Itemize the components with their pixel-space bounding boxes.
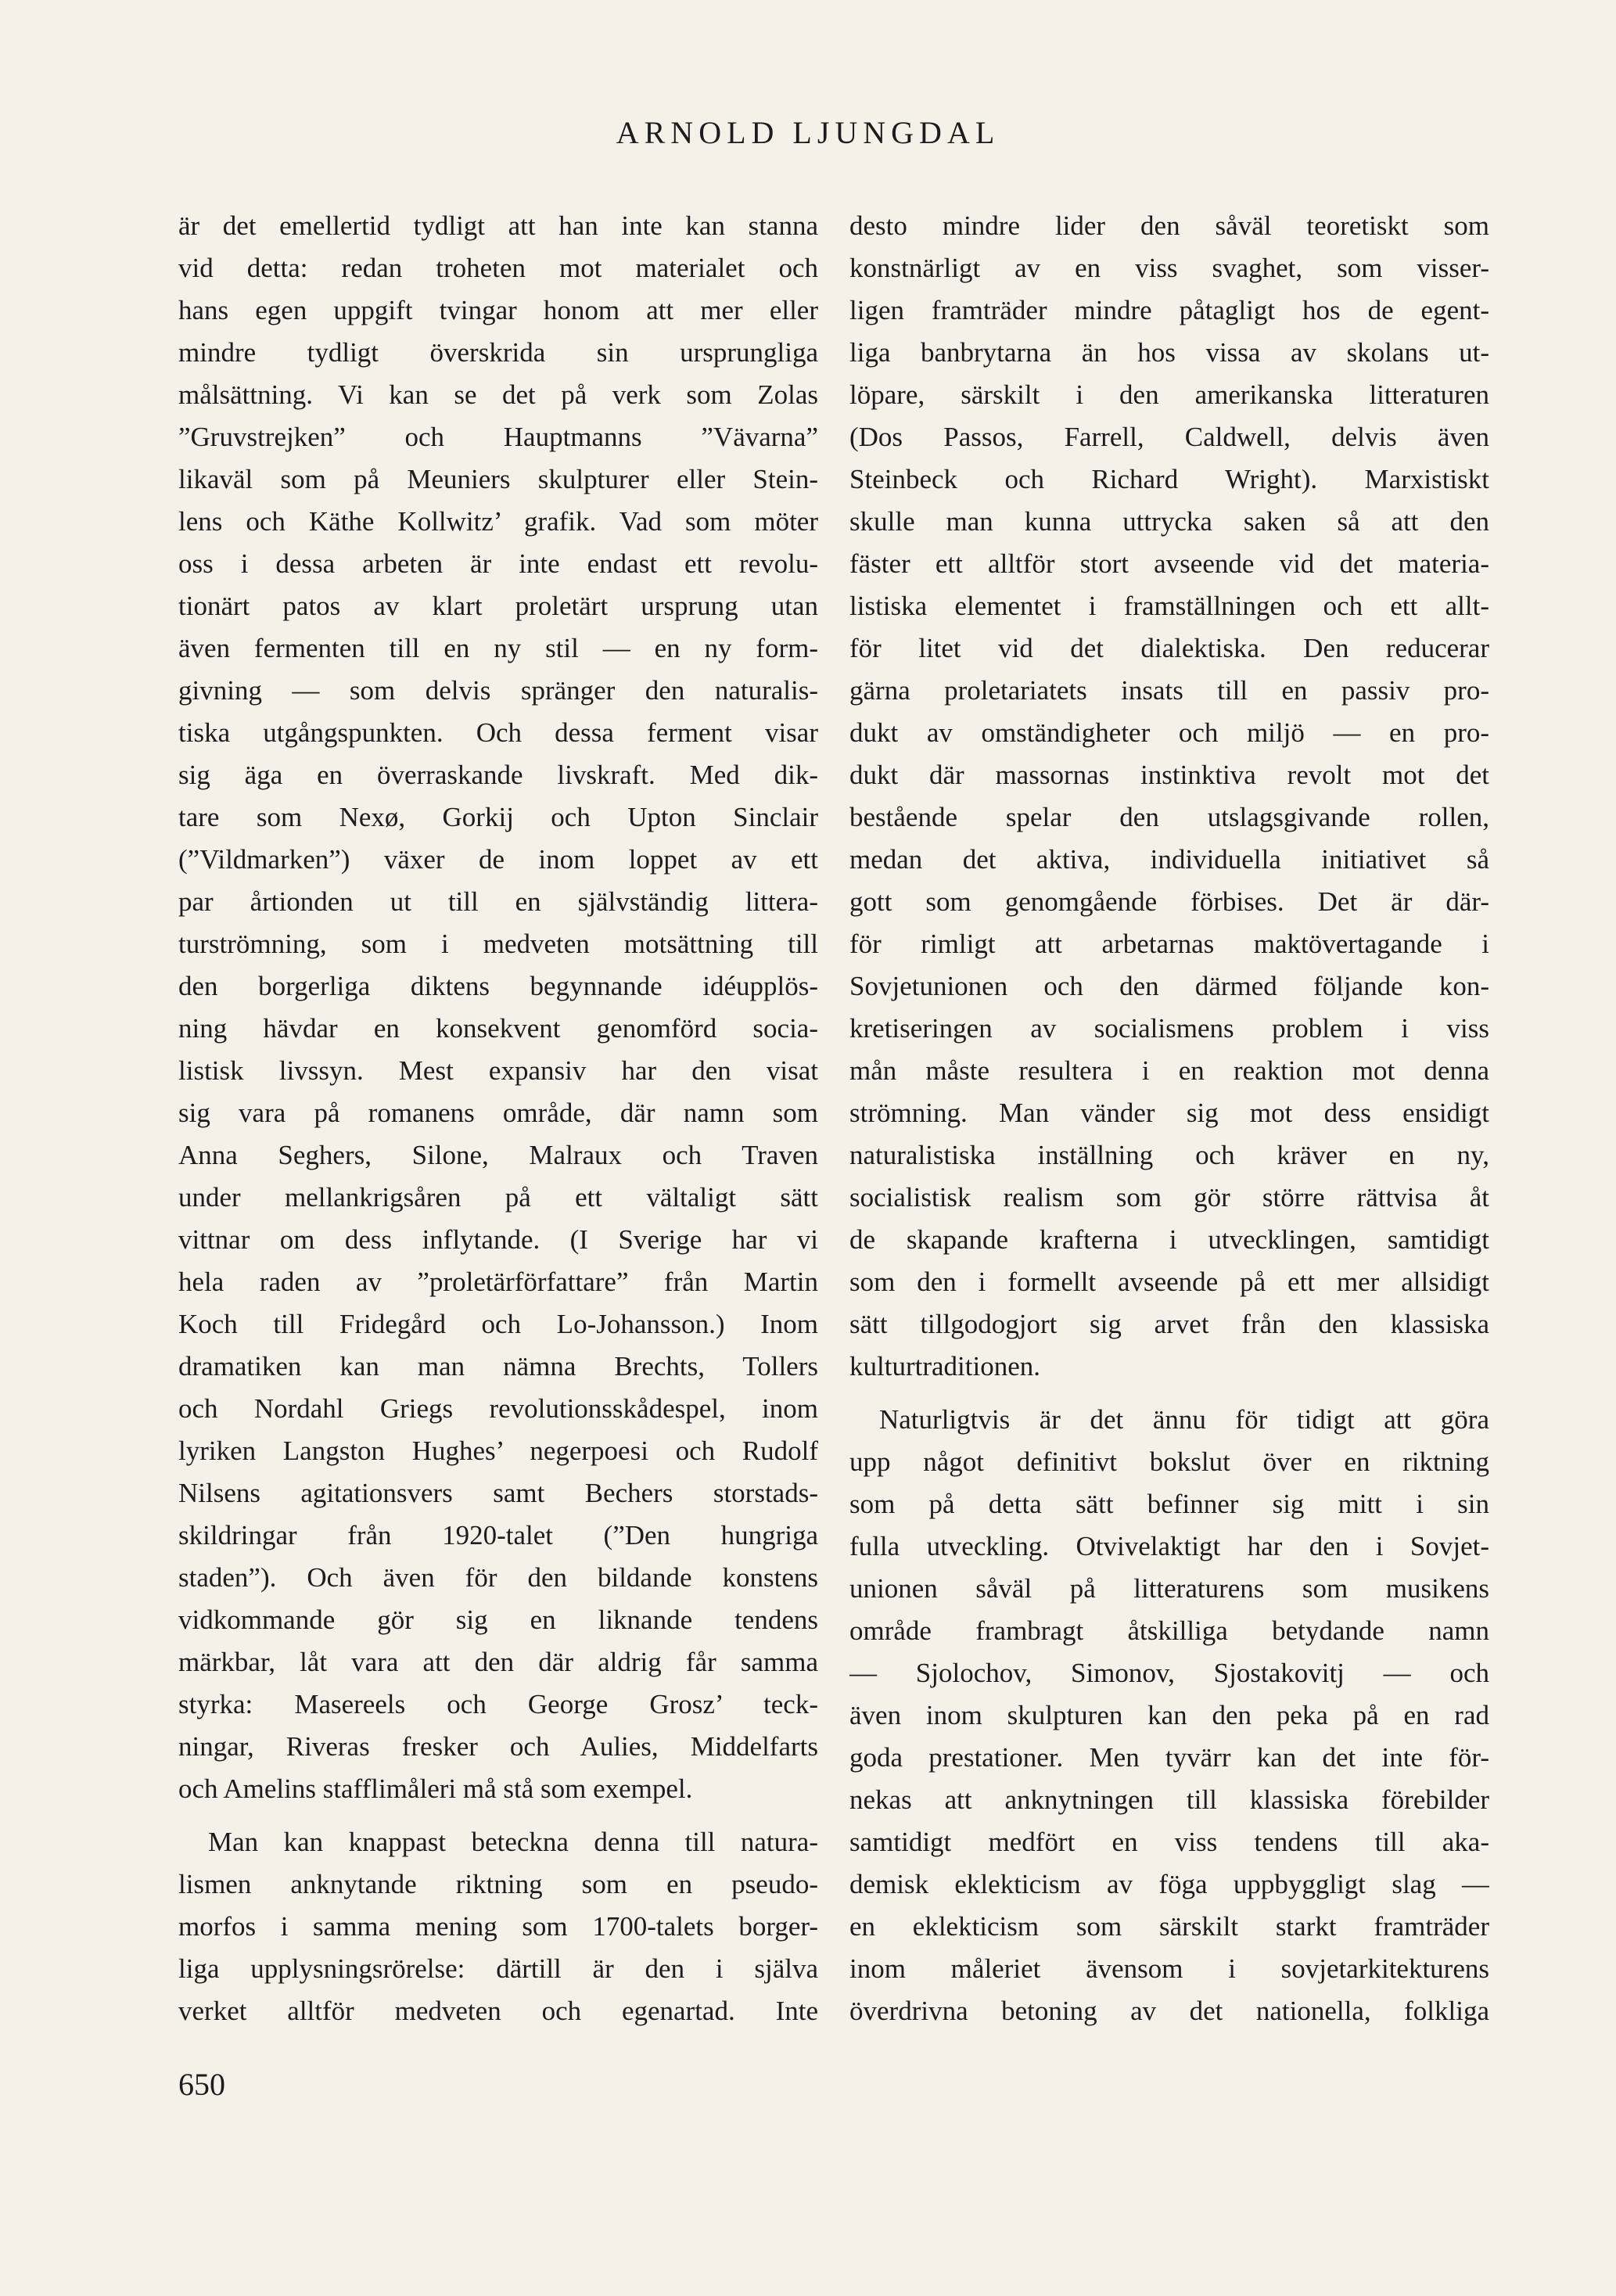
text-line: goda prestationer. Men tyvärr kan det inte för- xyxy=(849,1742,1489,1773)
text-line: tiska utgångspunkten. Och dessa ferment visar xyxy=(178,717,818,748)
text-line: fulla utveckling. Otvivelaktigt har den i Sovjet- xyxy=(849,1531,1489,1561)
text-line: listisk livssyn. Mest expansiv har den visat xyxy=(178,1055,818,1086)
text-line: Man kan knappast beteckna denna till natura- xyxy=(208,1827,818,1857)
text-line: löpare, särskilt i den amerikanska litteraturen xyxy=(849,379,1489,410)
text-line: vittnar om dess inflytande. (I Sverige har vi xyxy=(178,1224,818,1255)
text-line: turströmning, som i medveten motsättning till xyxy=(178,929,818,959)
text-line: tare som Nexø, Gorkij och Upton Sinclair xyxy=(178,802,818,832)
text-line: liga upplysningsrörelse: därtill är den i själva xyxy=(178,1953,818,1984)
text-line: — Sjolochov, Simonov, Sjostakovitj — och xyxy=(849,1658,1489,1688)
text-line: Naturligtvis är det ännu för tidigt att göra xyxy=(879,1404,1489,1435)
text-line: ligen framträder mindre påtagligt hos de egent- xyxy=(849,295,1489,325)
text-line: skulle man kunna uttrycka saken så att den xyxy=(849,506,1489,537)
text-line: ningar, Riveras fresker och Aulies, Middelfarts xyxy=(178,1731,818,1762)
text-line: styrka: Masereels och George Grosz’ teck- xyxy=(178,1689,818,1719)
text-line: naturalistiska inställning och kräver en ny, xyxy=(849,1140,1489,1170)
text-line: desto mindre lider den såväl teoretiskt som xyxy=(849,210,1489,241)
text-line: Koch till Fridegård och Lo-Johansson.) Inom xyxy=(178,1309,818,1339)
text-line: gärna proletariatets insats till en passiv pro- xyxy=(849,675,1489,706)
text-line: demisk eklekticism av föga uppbyggligt slag — xyxy=(849,1869,1489,1899)
text-line: listiska elementet i framställningen och ett allt- xyxy=(849,591,1489,621)
text-line: Steinbeck och Richard Wright). Marxistiskt xyxy=(849,464,1489,494)
text-line: sig vara på romanens område, där namn som xyxy=(178,1098,818,1128)
text-line: lismen anknytande riktning som en pseudo- xyxy=(178,1869,818,1899)
text-line: givning — som delvis spränger den naturalis- xyxy=(178,675,818,706)
text-line: strömning. Man vänder sig mot dess ensidigt xyxy=(849,1098,1489,1128)
text-line: vidkommande gör sig en liknande tendens xyxy=(178,1604,818,1635)
text-line: den borgerliga diktens begynnande idéupplös- xyxy=(178,971,818,1001)
text-line: (”Vildmarken”) växer de inom loppet av ett xyxy=(178,844,818,875)
left-column xyxy=(178,205,818,2032)
text-line: dukt av omständigheter och miljö — en pro- xyxy=(849,717,1489,748)
text-line: fäster ett alltför stort avseende vid det materia- xyxy=(849,548,1489,579)
text-line: även fermenten till en ny stil — en ny form- xyxy=(178,633,818,663)
text-line: bestående spelar den utslagsgivande rollen, xyxy=(849,802,1489,832)
text-line: är det emellertid tydligt att han inte kan stanna xyxy=(178,210,818,241)
text-line: unionen såväl på litteraturens som musikens xyxy=(849,1573,1489,1604)
text-line: medan det aktiva, individuella initiativet så xyxy=(849,844,1489,875)
text-line: mindre tydligt överskrida sin ursprungliga xyxy=(178,337,818,368)
text-line: socialistisk realism som gör större rättvisa åt xyxy=(849,1182,1489,1213)
text-line: dramatiken kan man nämna Brechts, Tollers xyxy=(178,1351,818,1382)
text-line: mån måste resultera i en reaktion mot denna xyxy=(849,1055,1489,1086)
text-line: staden”). Och även för den bildande konstens xyxy=(178,1562,818,1593)
text-line: oss i dessa arbeten är inte endast ett revolu- xyxy=(178,548,818,579)
text-line: och Amelins stafflimåleri må stå som exempel. xyxy=(178,1773,693,1804)
text-line: likaväl som på Meuniers skulpturer eller Stein- xyxy=(178,464,818,494)
text-line: ning hävdar en konsekvent genomförd socia- xyxy=(178,1013,818,1044)
text-line: gott som genomgående förbises. Det är där- xyxy=(849,886,1489,917)
text-line: samtidigt medfört en viss tendens till aka- xyxy=(849,1827,1489,1857)
text-line: ”Gruvstrejken” och Hauptmanns ”Vävarna” xyxy=(178,422,818,452)
text-line: par årtionden ut till en självständig littera- xyxy=(178,886,818,917)
text-line: dukt där massornas instinktiva revolt mot det xyxy=(849,760,1489,790)
text-line: sig äga en överraskande livskraft. Med dik- xyxy=(178,760,818,790)
text-line: morfos i samma mening som 1700-talets borger- xyxy=(178,1911,818,1942)
text-line: även inom skulpturen kan den peka på en rad xyxy=(849,1700,1489,1730)
text-line: för litet vid det dialektiska. Den reducerar xyxy=(849,633,1489,663)
text-line: överdrivna betoning av det nationella, folkliga xyxy=(849,1996,1489,2026)
text-line: område frambragt åtskilliga betydande namn xyxy=(849,1615,1489,1646)
text-line: konstnärligt av en viss svaghet, som visser- xyxy=(849,253,1489,283)
text-line: vid detta: redan troheten mot materialet och xyxy=(178,253,818,283)
right-column xyxy=(849,205,1489,2032)
text-line: verket alltför medveten och egenartad. Inte xyxy=(178,1996,818,2026)
text-line: hela raden av ”proletärförfattare” från Martin xyxy=(178,1267,818,1297)
text-line: Nilsens agitationsvers samt Bechers storstads- xyxy=(178,1478,818,1508)
text-line: en eklekticism som särskilt starkt framträder xyxy=(849,1911,1489,1942)
text-line: tionärt patos av klart proletärt ursprung utan xyxy=(178,591,818,621)
text-line: sätt tillgodogjort sig arvet från den klassiska xyxy=(849,1309,1489,1339)
text-line: som den i formellt avseende på ett mer allsidigt xyxy=(849,1267,1489,1297)
text-line: märkbar, låt vara att den där aldrig får samma xyxy=(178,1647,818,1677)
text-line: nekas att anknytningen till klassiska förebilder xyxy=(849,1784,1489,1815)
text-line: inom måleriet ävensom i sovjetarkitekturens xyxy=(849,1953,1489,1984)
text-line: kretiseringen av socialismens problem i viss xyxy=(849,1013,1489,1044)
text-line: upp något definitivt bokslut över en riktning xyxy=(849,1446,1489,1477)
page-number: 650 xyxy=(178,2067,225,2102)
text-line: och Nordahl Griegs revolutionsskådespel, inom xyxy=(178,1393,818,1424)
text-line: målsättning. Vi kan se det på verk som Zolas xyxy=(178,379,818,410)
running-head: ARNOLD LJUNGDAL xyxy=(616,115,1000,150)
text-line: under mellankrigsåren på ett vältaligt sätt xyxy=(178,1182,818,1213)
text-line: hans egen uppgift tvingar honom att mer eller xyxy=(178,295,818,325)
text-line: lyriken Langston Hughes’ negerpoesi och Rudolf xyxy=(178,1435,818,1466)
text-line: för rimligt att arbetarnas maktövertagande i xyxy=(849,929,1489,959)
text-line: de skapande krafterna i utvecklingen, samtidigt xyxy=(849,1224,1489,1255)
text-line: (Dos Passos, Farrell, Caldwell, delvis även xyxy=(849,422,1489,452)
text-line: lens och Käthe Kollwitz’ grafik. Vad som möter xyxy=(178,506,818,537)
text-line: Sovjetunionen och den därmed följande kon- xyxy=(849,971,1489,1001)
text-line: skildringar från 1920-talet (”Den hungriga xyxy=(178,1520,818,1550)
text-line: liga banbrytarna än hos vissa av skolans ut- xyxy=(849,337,1489,368)
text-line: som på detta sätt befinner sig mitt i sin xyxy=(849,1489,1489,1519)
text-line: kulturtraditionen. xyxy=(849,1351,1040,1382)
text-line: Anna Seghers, Silone, Malraux och Traven xyxy=(178,1140,818,1170)
